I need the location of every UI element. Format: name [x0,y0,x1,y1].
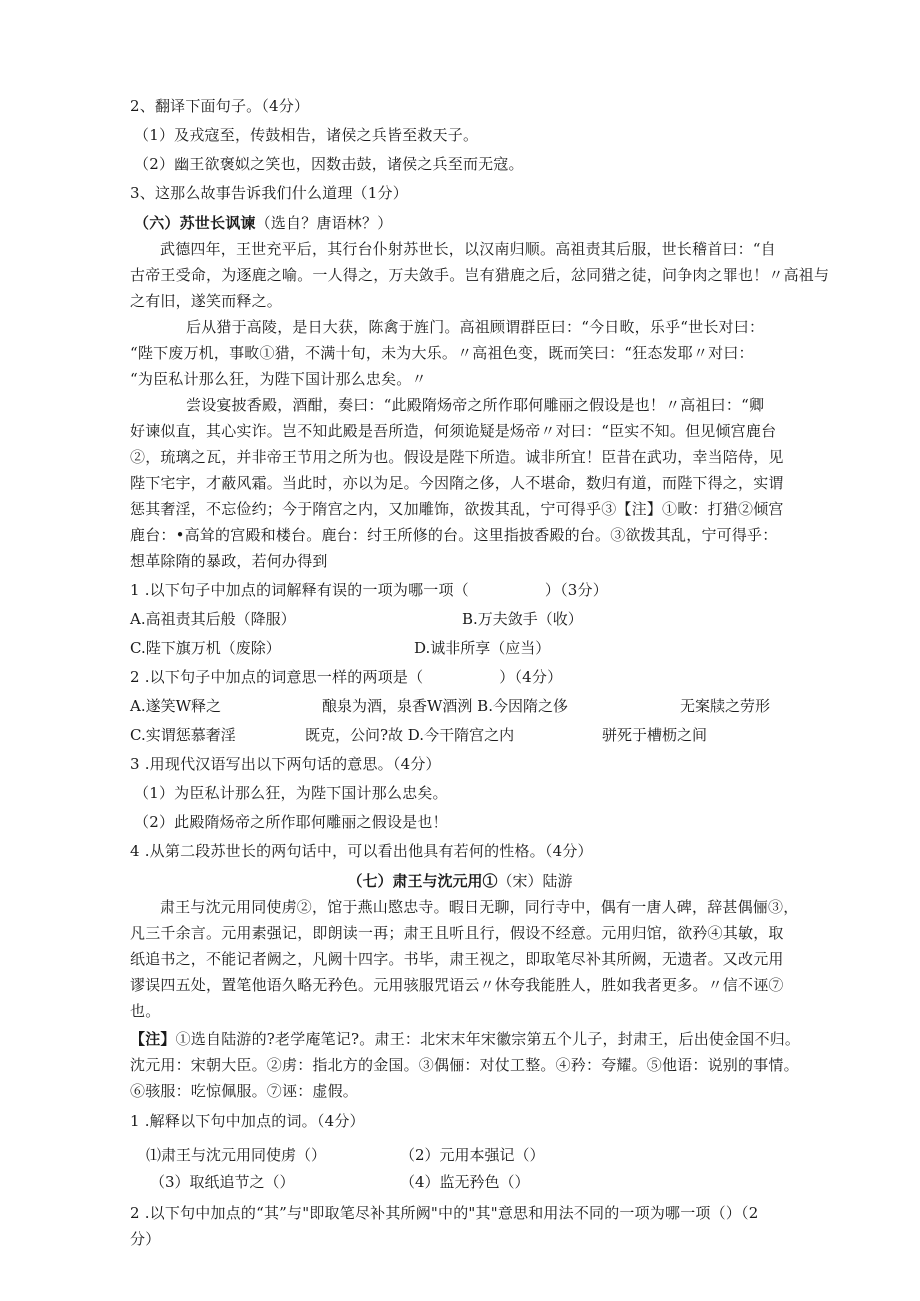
question-7-2: 2 .以下句中加点的“其”与"即取笔尽补其所阙"中的"其"意思和用法不同的一项为哪一项（）（2 [130,1204,759,1222]
section-7-heading [0,871,920,891]
passage-6-line: 后从猎于高陵，是日大获，陈禽于旌门。高祖顾谓群臣曰：“今日畋，乐乎“世长对曰： [186,318,765,336]
passage-7-line: 也。 [130,1002,161,1020]
section-7-author: （宋）陆游 [497,872,573,890]
question-6-2: 2 .以下句子中加点的词意思一样的两项是（ ）（4分） [130,668,563,686]
notes-label: 【注】 [130,1030,176,1048]
passage-6-line: “为臣私计那么狂，为陛下国计那么忠矣。〃 [130,370,427,388]
passage-6-line: 惩其奢淫，不忘俭约；今于隋宫之内，又加雕饰，欲拨其乱，宁可得乎③【注】①畋：打猎②倾宫 [130,500,784,518]
notes-text: ①选自陆游的?老学庵笔记?。肃王：北宋末年宋徽宗第五个儿子，封肃王，后出使金国不归。 [175,1030,801,1048]
passage-7-line: 纸追书之，不能记者阙之，凡阙十四字。书毕，肃王视之，即取笔尽补其所阙，无遗者。又改元用 [130,950,784,968]
option-c-compare: 既克，公问?故 D.今干隋宫之内 [305,726,515,744]
passage-6-line: “陛下废万机，事畋①猎，不满十旬，未为大乐。〃高祖色变，既而笑曰：“狂态发耶〃对曰： [130,344,754,362]
option-c: C.陛下旗万机（废除） [130,639,281,657]
blank-1: ⑴肃王与沈元用同使虏（） [146,1146,327,1164]
passage-6-line: 陛下宅宇，才蔽风霜。当此时，亦以为足。今因隋之侈，人不堪命，数归有道，而陛下得之，实谓 [130,474,784,492]
passage-7-line: 谬误四五处，置笔他语久略无矜色。元用骇服咒语云〃休夸我能胜人，胜如我者更多。〃信不诬⑦ [130,976,784,994]
sentence-2: （2）幽王欲褒姒之笑也，因数击鼓，诸侯之兵至而无寇。 [134,155,524,173]
question-7-1: 1 .解释以下句中加点的词。（4分） [130,1112,365,1130]
sentence-1: （1）及戎寇至，传鼓相告，诸侯之兵皆至救天子。 [134,126,479,144]
passage-6-line: 古帝王受命，为逐鹿之喻。一人得之，万夫敛手。岂有猎鹿之后，忿同猎之徒，问争肉之罪也！〃高祖与 [130,266,830,284]
section-6-source: （选自？唐语林？） [255,214,393,232]
section-6-title: （六）苏世长讽谏 [134,214,256,232]
question-6-3: 3 .用现代汉语写出以下两句话的意思。（4分） [130,755,441,773]
passage-7-line: 凡三千余言。元用素强记，即朗读一再；肃王且听且行，假设不经意。元用归馆，欲矜④其敏，取 [130,924,784,942]
question-3-prompt: 3、这那么故事告诉我们什么道理（1分） [130,184,408,202]
option-a: A.高祖责其后般（降服） [130,610,296,628]
passage-6-note: 鹿台：•高耸的宫殿和楼台。鹿台：纣王所修的台。这里指披香殿的台。③欲拨其乱，宁可得乎： [130,526,778,544]
section-6-heading [134,213,814,233]
section-7-title: （七）肃王与沈元用① [347,872,498,890]
option-b: B.万夫敛手（收） [462,610,583,628]
translate-sentence-2: （2）此殿隋炀帝之所作耶何雕丽之假设是也！ [134,813,448,831]
option-c: C.实谓惩慕奢淫 [130,726,236,744]
passage-6-line: 武德四年，王世充平后，其行台仆射苏世长，以汉南归顺。高祖责其后服，世长稽首曰：“自 [160,240,776,258]
question-6-4: 4 .从第二段苏世长的两句话中，可以看出他具有若何的性格。（4分） [130,842,593,860]
option-b-compare: 无案牍之劳形 [680,697,771,715]
blank-2: （2）元用本强记（） [400,1146,545,1164]
blank-3: （3）取纸追节之（） [150,1173,295,1191]
blank-4: （4）监无矜色（） [400,1173,530,1191]
translate-sentence-1: （1）为臣私计那么狂，为陛下国计那么忠矣。 [134,784,448,802]
option-d-compare: 骈死于槽枥之间 [602,726,708,744]
question-6-1: 1 .以下句子中加点的词解释有误的一项为哪一项（ ）（3分） [130,581,608,599]
passage-6-line: 尝设宴披香殿，酒酣，奏曰：“此殿隋炀帝之所作耶何雕丽之假设是也！〃高祖曰：“卿 [186,396,765,414]
question-2-prompt: 2、翻译下面句子。（4分） [130,97,310,115]
passage-6-note: 想革除隋的暴政，若何办得到 [130,552,328,570]
question-7-2-cont: 分） [130,1230,161,1248]
passage-7-notes: 沈元用：宋朝大臣。②虏：指北方的金国。③偶俪：对仗工整。④矜：夸耀。⑤他语：说别的事情。 [130,1056,799,1074]
option-d: D.诚非所享（应当） [414,639,551,657]
passage-7-notes [130,1029,810,1049]
passage-6-line: 好谏似直，其心实诈。岂不知此殿是吾所造，何须诡疑是炀帝〃对曰：“臣实不知。但见倾宫鹿台 [130,422,777,440]
option-a-compare: 酿泉为酒，泉香W酒洌 B.今因隋之侈 [322,697,568,715]
passage-7-notes: ⑥骇服：吃惊佩服。⑦诬：虚假。 [130,1082,359,1100]
passage-6-line: 之有旧，遂笑而释之。 [130,292,283,310]
option-a: A.遂笑W释之 [130,697,222,715]
passage-7-line: 肃王与沈元用同使虏②，馆于燕山愍忠寺。暇日无聊，同行寺中，偶有一唐人碑，辞甚偶俪③， [160,898,799,916]
passage-6-line: ②，琉璃之瓦，并非帝王节用之所为也。假设是陛下所造。诚非所宜！臣昔在武功，幸当陪侍，见 [130,448,784,466]
